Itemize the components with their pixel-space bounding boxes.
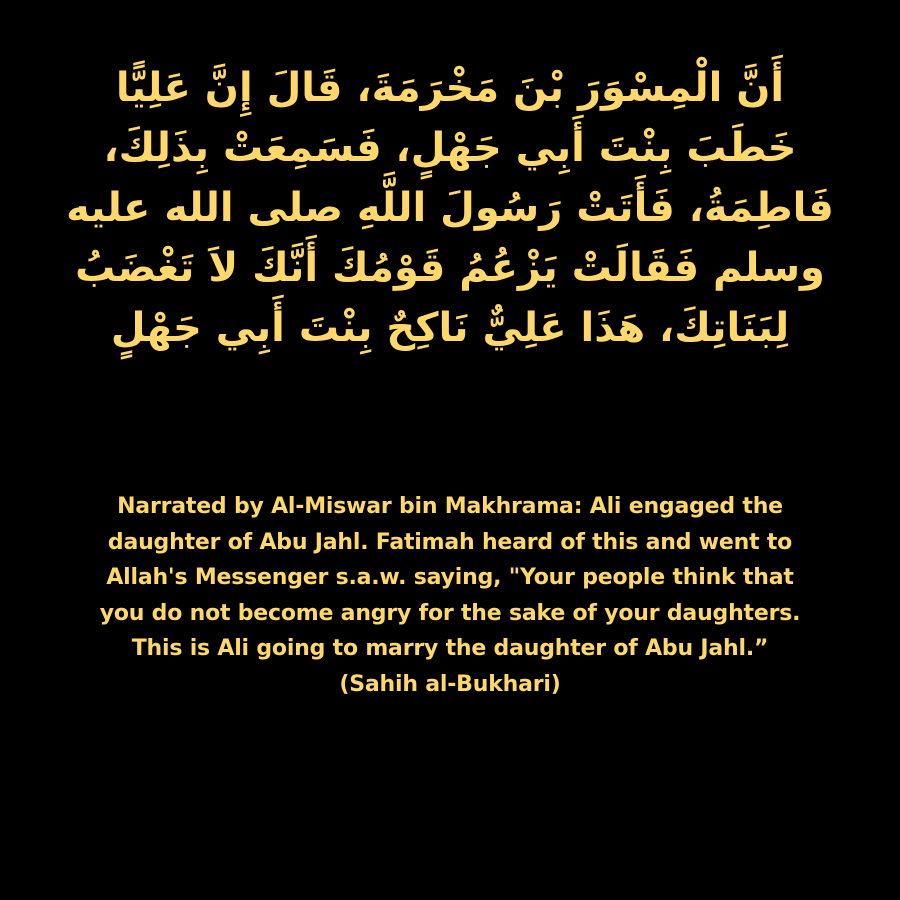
english-line: Narrated by Al-Miswar bin Makhrama: Ali engaged the	[117, 494, 783, 519]
english-line: Allah's Messenger s.a.w. saying, "Your people think that	[106, 565, 794, 590]
arabic-line: فَاطِمَةُ، فَأَتَتْ رَسُولَ اللَّهِ صلى الله عليه	[66, 185, 834, 231]
english-line: daughter of Abu Jahl. Fatimah heard of this and went to	[107, 529, 793, 555]
source-citation: (Sahih al-Bukhari)	[339, 671, 561, 697]
english-translation-block	[20, 489, 880, 702]
arabic-line: وسلم فَقَالَتْ يَزْعُمُ قَوْمُكَ أَنَّكَ لاَ تَغْضَبُ	[75, 245, 825, 291]
arabic-line: لِبَنَاتِكَ، هَذَا عَلِيٌّ نَاكِحٌ بِنْتَ أَبِي جَهْلٍ	[110, 305, 790, 351]
arabic-text-block	[30, 58, 870, 358]
arabic-line: خَطَبَ بِنْتَ أَبِي جَهْلٍ، فَسَمِعَتْ بِذَلِكَ،	[103, 125, 797, 171]
english-line: you do not become angry for the sake of your daughters.	[99, 600, 801, 626]
english-line: This is Ali going to marry the daughter of Abu Jahl.”	[131, 636, 769, 661]
arabic-line: أَنَّ الْمِسْوَرَ بْنَ مَخْرَمَةَ، قَالَ إِنَّ عَلِيًّا	[115, 65, 785, 111]
